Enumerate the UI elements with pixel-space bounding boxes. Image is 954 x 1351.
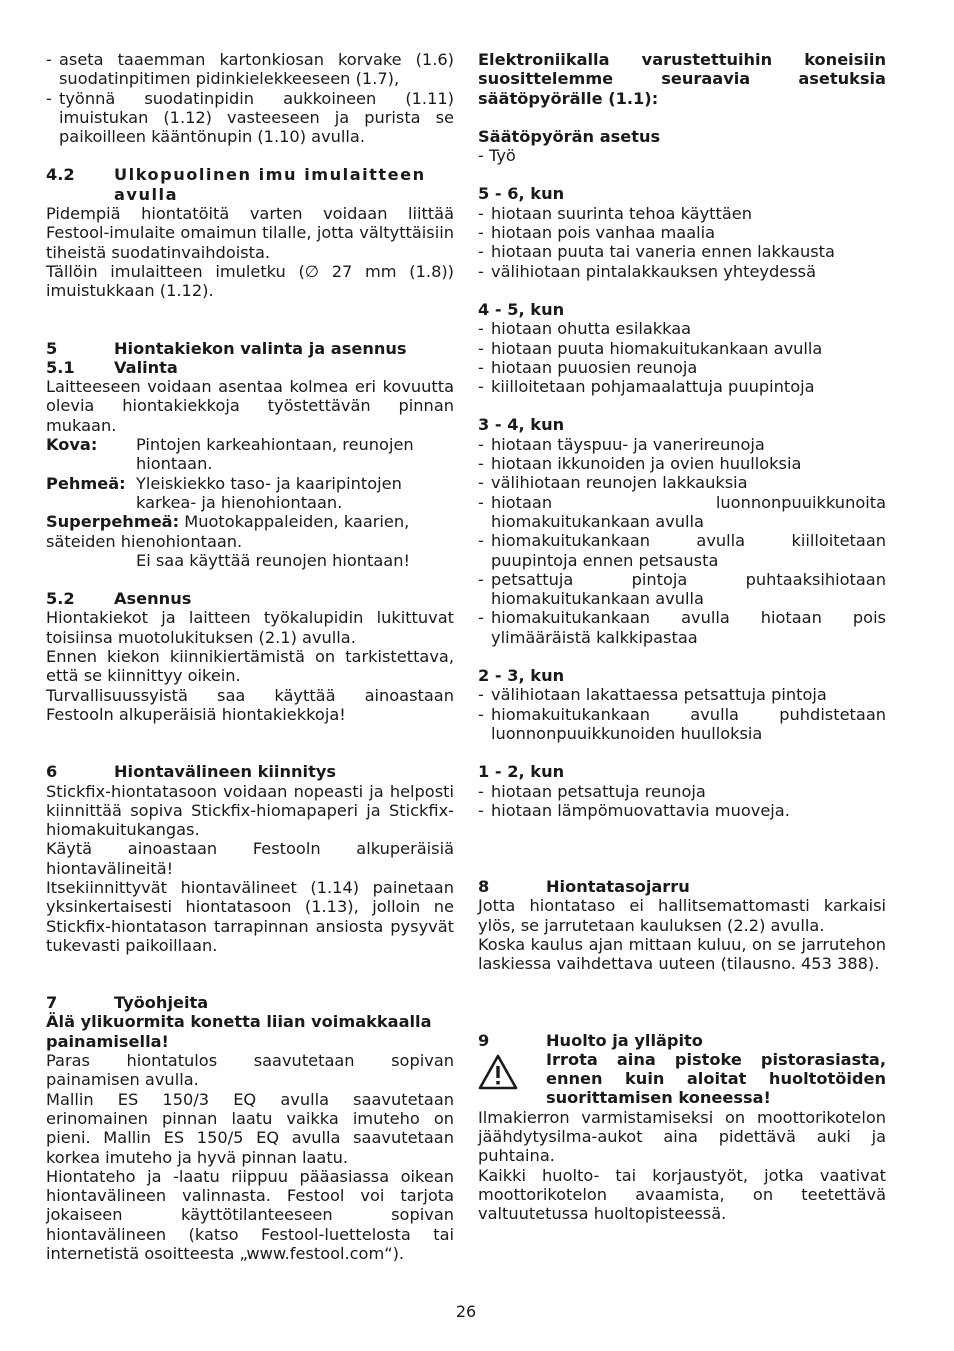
list-item-text: hiotaan täyspuu- ja vanerireunoja xyxy=(491,434,765,454)
section-5-1-body: Laitteeseen voidaan asentaa kolmea eri kovuutta olevia hiontakiekkoja työstettävän pinnan mukaan. xyxy=(46,377,454,435)
list-item-text: hiotaan ohutta esilakkaa xyxy=(491,319,692,339)
list-item: - välihiotaan pintalakkauksen yhteydessä xyxy=(478,262,886,281)
electronics-intro: Elektroniikalla varustettuihin koneisiin suosittelemme seuraavia asetuksia säätöpyörälle (1.1): xyxy=(478,50,886,108)
list-item: - hiomakuitukankaan avulla kiilloitetaan puupintoja ennen petsausta xyxy=(478,531,886,570)
list-item-text: hiotaan lämpömuovattavia muoveja. xyxy=(491,800,790,820)
setting-heading: Säätöpyörän asetus xyxy=(478,126,661,146)
list-item-text: hiotaan luonnonpuuikkunoita hiomakuitukankaan avulla xyxy=(491,492,886,531)
list-item: - aseta taaemman kartonkiosan korvake (1.6) suodatinpitimen pidinkielekkeeseen (1.7), xyxy=(46,50,454,89)
section-heading-7: 7 Työohjeita xyxy=(46,993,209,1013)
setting-group-heading: 4 - 5, kun xyxy=(478,299,565,319)
section-8-p1: Jotta hiontataso ei hallitsemattomasti karkaisi ylös, se jarrutetaan kauluksen (2.2) avulla. xyxy=(478,896,886,935)
list-item-text: hiotaan petsattuja reunoja xyxy=(491,781,706,801)
list-item-text: välihiotaan pintalakkauksen yhteydessä xyxy=(491,261,817,281)
section-7-p1: Paras hiontatulos saavutetaan sopivan painamisen avulla. xyxy=(46,1051,454,1090)
section-heading-9: 9 Huolto ja ylläpito xyxy=(478,1030,703,1050)
list-item-text: hiotaan puuosien reunoja xyxy=(491,357,698,377)
term-soft: Pehmeä: Yleiskiekko taso- ja kaaripintojen karkea- ja hienohiontaan. xyxy=(46,473,402,512)
list-item-text: hiotaan ikkunoiden ja ovien huulloksia xyxy=(491,454,802,474)
list-item: - kiilloitetaan pohjamaalattuja puupintoja xyxy=(478,377,886,396)
list-item: - välihiotaan reunojen lakkauksia xyxy=(478,473,886,492)
section-4-2-body-2: Tällöin imulaitteen imuletku (∅ 27 mm (1.8)) imuistukkaan (1.12). xyxy=(46,261,454,301)
list-item: - hiotaan petsattuja reunoja xyxy=(478,782,886,801)
section-8-p2: Koska kaulus ajan mittaan kuluu, on se jarrutehon laskiessa vaihdettava uuteen (tilausno. 453 388). xyxy=(478,934,886,974)
section-6-p1: Stickfix-hiontatasoon voidaan nopeasti ja helposti kiinnittää sopiva Stickfix-hiomapaperi ja Stickfix-hiomakuitukangas. xyxy=(46,781,454,840)
section-4-2-body: Pidempiä hiontatöitä varten voidaan liittää Festool-imulaite omaimun tilalle, jotta vältyttäisiin tiheistä suodatinvaihdoista. xyxy=(46,204,454,262)
section-5-2-p2: Ennen kiekon kiinnikiertämistä on tarkistettava, että se kiinnittyy oikein. xyxy=(46,647,454,686)
section-7-p3: Hiontateho ja -laatu riippuu pääasiassa oikean hiontavälineen valinnasta. Festool voi tarjota jokaiseen käyttötilanteeseen sopivan hiontavälineen (katso Festool-luettelosta tai internetistä osoitteesta „www.festool.com“). xyxy=(46,1166,454,1264)
list-item-text: petsattuja pintoja puhtaaksihiotaan hiomakuitukankaan avulla xyxy=(491,569,886,609)
section-heading-5: 5 Hiontakiekon valinta ja asennus xyxy=(46,338,407,358)
section-heading-5-2: 5.2 Asennus xyxy=(46,589,192,609)
section-heading-4-2: 4.2 Ulkopuolinen imu imulaitteen avulla xyxy=(46,165,426,204)
list-item: - hiomakuitukankaan avulla puhdistetaan luonnonpuuikkunoiden huulloksia xyxy=(478,704,886,743)
section-5-2-p3: Turvallisuussyistä saa käyttää ainoastaan Festooln alkuperäisiä hiontakiekkoja! xyxy=(46,685,454,724)
list-item: - hiomakuitukankaan avulla hiotaan pois ylimääräistä kalkkipastaa xyxy=(478,608,886,647)
section-9-p1: Ilmakierron varmistamiseksi on moottorikotelon jäähdytysilma-aukot aina pidettävä auki ja puhtaina. xyxy=(478,1107,886,1166)
term-supersoft: Superpehmeä: Muotokappaleiden, kaarien, säteiden hienohiontaan. Ei saa käyttää reunojen hiontaan! xyxy=(46,512,410,570)
list-item-text: kiilloitetaan pohjamaalattuja puupintoja xyxy=(491,377,815,397)
list-item-text: hiomakuitukankaan avulla kiilloitetaan puupintoja ennen petsausta xyxy=(491,531,886,570)
section-6-p2: Käytä ainoastaan Festooln alkuperäisiä hiontavälineitä! xyxy=(46,839,454,878)
left-column xyxy=(46,50,454,1263)
list-item-text: hiotaan pois vanhaa maalia xyxy=(491,223,716,243)
section-heading-5-1: 5.1 Valinta xyxy=(46,357,178,377)
intro-item-1: aseta taaemman kartonkiosan korvake (1.6) suodatinpitimen pidinkielekkeeseen (1.7), xyxy=(59,50,454,89)
warning-triangle-icon xyxy=(478,1050,546,1108)
list-item-text: hiotaan puuta tai vaneria ennen lakkausta xyxy=(491,242,835,262)
list-item: - hiotaan lämpömuovattavia muoveja. xyxy=(478,801,886,820)
list-item-text: välihiotaan lakattaessa petsattuja pintoja xyxy=(491,685,827,705)
list-item: - välihiotaan lakattaessa petsattuja pintoja xyxy=(478,685,886,704)
list-item-text: hiomakuitukankaan avulla hiotaan pois ylimääräistä kalkkipastaa xyxy=(491,608,886,647)
intro-item-2: työnnä suodatinpidin aukkoineen (1.11) imuistukan (1.12) vasteeseen ja purista se paikoilleen kääntönupin (1.10) avulla. xyxy=(59,88,454,147)
list-item: - hiotaan pois vanhaa maalia xyxy=(478,223,886,242)
list-item: - hiotaan puuosien reunoja xyxy=(478,358,886,377)
setting-group-heading: 1 - 2, kun xyxy=(478,762,565,782)
list-item: - hiotaan täyspuu- ja vanerireunoja xyxy=(478,435,886,454)
section-7-warning: Älä ylikuormita konetta liian voimakkaalla painamisella! xyxy=(46,1012,432,1051)
section-heading-6: 6 Hiontavälineen kiinnitys xyxy=(46,762,337,782)
list-item: - hiotaan ikkunoiden ja ovien huulloksia xyxy=(478,454,886,473)
warning-block xyxy=(478,1050,886,1108)
section-heading-8: 8 Hiontatasojarru xyxy=(478,877,690,897)
section-6-p3: Itsekiinnittyvät hiontavälineet (1.14) painetaan yksinkertaisesti hiontatasoon (1.13), jolloin ne Stickfix-hiontatason tarrapinnan ansiosta pysyvät tukevasti paikoillaan. xyxy=(46,877,454,955)
term-hard: Kova: Pintojen karkeahiontaan, reunojen hiontaan. xyxy=(46,435,414,474)
page-number: 26 xyxy=(455,1302,477,1321)
setting-group-heading: 5 - 6, kun xyxy=(478,184,565,204)
section-7-p2: Mallin ES 150/3 EQ avulla saavutetaan erinomainen pinnan laatu vaikka imuteho on pieni. Mallin ES 150/5 EQ avulla saavutetaan korkea imuteho ja hyvä pinnan laatu. xyxy=(46,1089,454,1167)
list-item: - hiotaan luonnonpuuikkunoita hiomakuitukankaan avulla xyxy=(478,492,886,531)
setting-group-heading: 3 - 4, kun xyxy=(478,415,565,435)
setting-groups xyxy=(478,184,886,820)
list-item: - petsattuja pintoja puhtaaksihiotaan hiomakuitukankaan avulla xyxy=(478,569,886,609)
list-item-text: välihiotaan reunojen lakkauksia xyxy=(491,473,748,493)
section-9-p2: Kaikki huolto- tai korjaustyöt, jotka vaativat moottorikotelon avaamista, on teetettävä valtuutetussa huoltopisteessä. xyxy=(478,1165,886,1224)
section-5-2-p1: Hiontakiekot ja laitteen työkalupidin lukittuvat toisiinsa muotolukituksen (2.1) avulla. xyxy=(46,608,454,647)
list-item: - hiotaan ohutta esilakkaa xyxy=(478,319,886,338)
list-item-text: hiotaan suurinta tehoa käyttäen xyxy=(491,203,752,223)
section-9-warning: Irrota aina pistoke pistorasiasta, ennen kuin aloitat huoltotöiden suorittamisen koneessa! xyxy=(546,1049,886,1108)
right-column xyxy=(478,50,886,1224)
list-item: - hiotaan puuta hiomakuitukankaan avulla xyxy=(478,339,886,358)
setting-sub: - Työ xyxy=(478,146,516,166)
list-item: - työnnä suodatinpidin aukkoineen (1.11) imuistukan (1.12) vasteeseen ja purista se paikoilleen kääntönupin (1.10) avulla. xyxy=(46,88,454,147)
list-item: - hiotaan puuta tai vaneria ennen lakkausta xyxy=(478,242,886,261)
list-item-text: hiomakuitukankaan avulla puhdistetaan luonnonpuuikkunoiden huulloksia xyxy=(491,704,886,743)
setting-group-heading: 2 - 3, kun xyxy=(478,666,565,686)
list-item: - hiotaan suurinta tehoa käyttäen xyxy=(478,204,886,223)
list-item-text: hiotaan puuta hiomakuitukankaan avulla xyxy=(491,338,823,358)
